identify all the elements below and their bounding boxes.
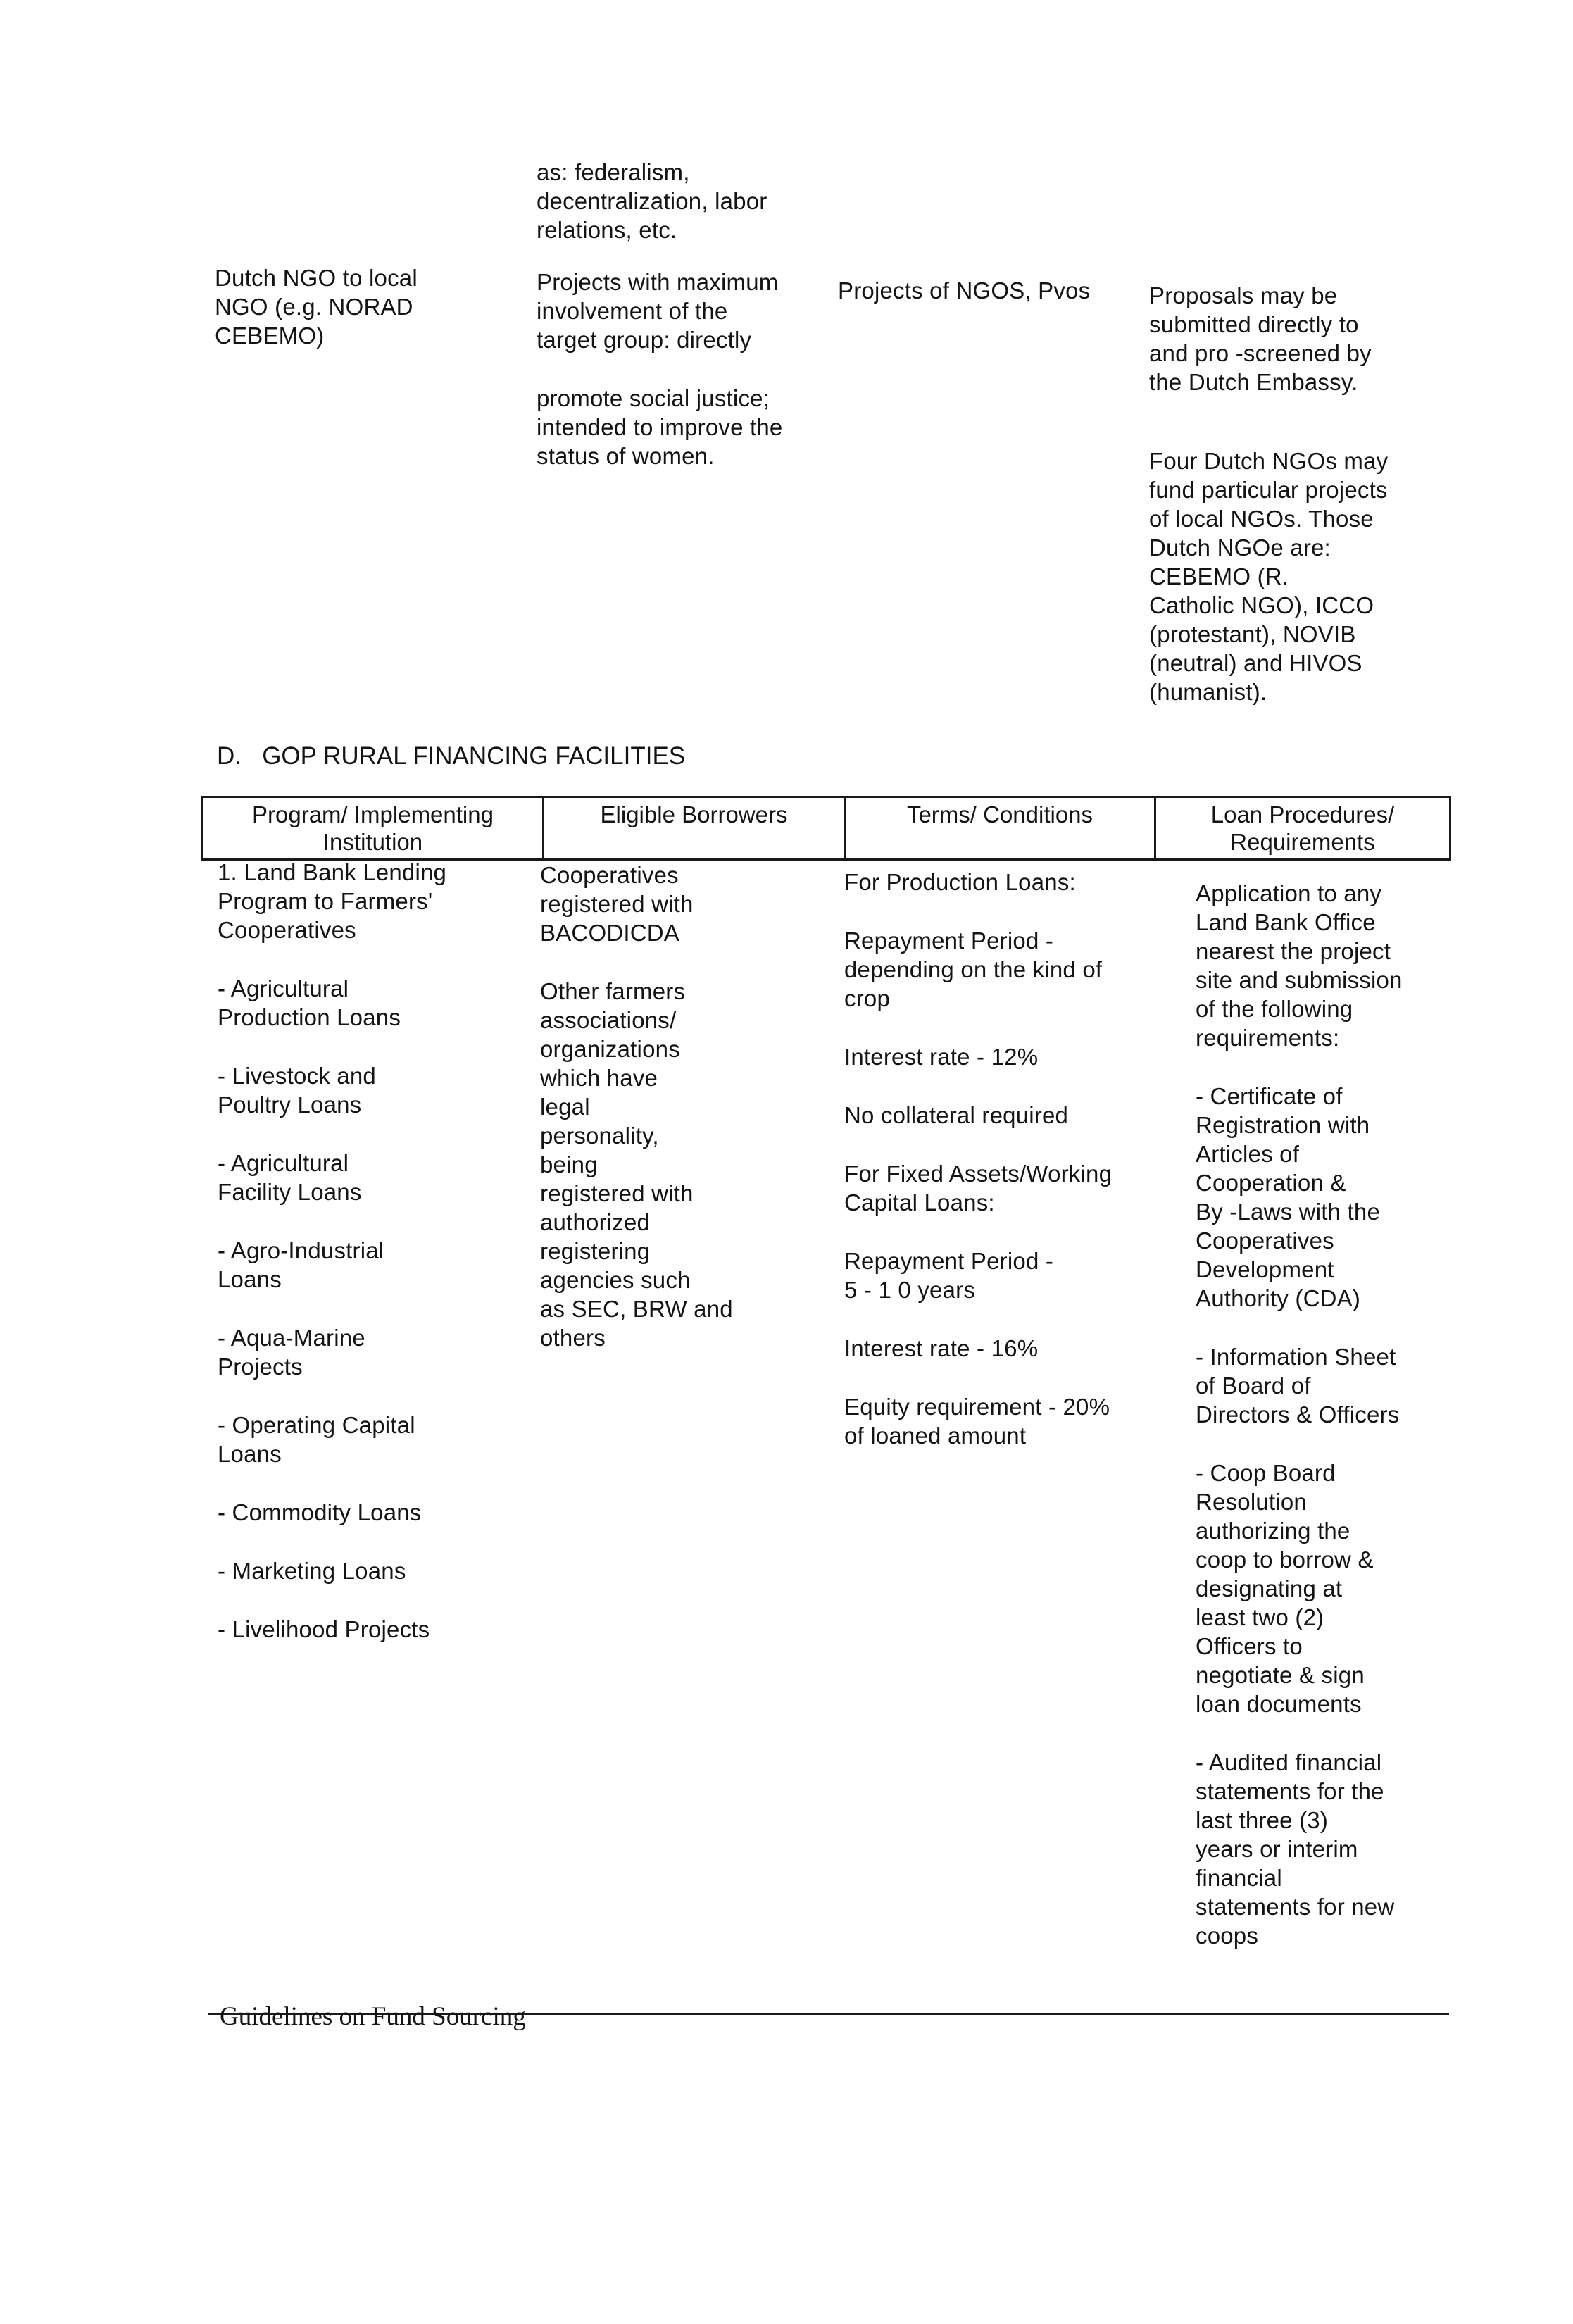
text-line: - Marketing Loans (218, 1558, 406, 1584)
facilities-table (201, 796, 1451, 861)
header-terms-conditions: Terms/ Conditions (845, 797, 1155, 860)
text-line: least two (2) (1196, 1604, 1324, 1630)
text-line: Dutch NGO to local (215, 265, 418, 291)
text-line: of loaned amount (844, 1423, 1027, 1449)
text-line: - Information Sheet (1196, 1344, 1396, 1370)
text-line: relations, etc. (537, 217, 677, 243)
text-line: Loans (218, 1266, 282, 1292)
header-loan-procedures: Loan Procedures/ Requirements (1155, 797, 1450, 860)
text-line: Equity requirement - 20% (844, 1394, 1110, 1420)
text-line: organizations (540, 1036, 680, 1062)
procedure-block (1196, 1082, 1403, 1313)
table-header-row (203, 797, 1450, 860)
text-line: decentralization, labor (537, 188, 767, 214)
procedure-block (1196, 879, 1403, 1052)
text-line: Cooperatives (218, 917, 356, 943)
borrower-block (540, 977, 733, 1352)
text-line: personality, (540, 1123, 659, 1149)
ngo-projects-cell (537, 268, 778, 354)
text-line: and pro -screened by (1149, 340, 1372, 366)
text-line: Projects with maximum (537, 269, 779, 295)
text-line: nearest the project (1196, 938, 1391, 964)
procedure-block (1196, 1342, 1403, 1429)
text-line: (neutral) and HIVOS (1149, 650, 1362, 676)
list-item (218, 1236, 446, 1294)
prev-col2-continuation (537, 158, 767, 244)
section-letter: D. (217, 742, 242, 770)
text-line: intended to improve the (537, 414, 783, 440)
procedure-block (1196, 1458, 1403, 1718)
text-line: - Audited financial (1196, 1749, 1382, 1775)
text-line: the Dutch Embassy. (1149, 369, 1358, 395)
text-line: No collateral required (844, 1102, 1069, 1128)
text-line: - Livelihood Projects (218, 1616, 430, 1642)
text-line: Catholic NGO), ICCO (1149, 592, 1374, 618)
terms-block (844, 1042, 1112, 1071)
text-line: Facility Loans (218, 1179, 362, 1205)
ngo-source-cell (215, 263, 418, 350)
terms-block (844, 1392, 1112, 1450)
text-line: of the following (1196, 996, 1353, 1022)
text-line: - Agricultural (218, 975, 349, 1001)
text-line: - Livestock and (218, 1063, 376, 1089)
text-line: registered with (540, 891, 694, 917)
text-line: registered with (540, 1180, 694, 1206)
col-eligible-borrowers (540, 861, 733, 1352)
borrower-block (540, 861, 733, 947)
col-loan-procedures (1196, 879, 1403, 1950)
text-line: submitted directly to (1149, 311, 1359, 337)
footer-text: Guidelines on Fund Sourcing (220, 2002, 526, 2031)
terms-block (844, 1247, 1112, 1304)
text-line: BACODICDA (540, 920, 679, 946)
text-line: - Aqua-Marine (218, 1325, 365, 1351)
header-program: Program/ Implementing Institution (203, 797, 544, 860)
text-line: of Board of (1196, 1373, 1311, 1399)
col-terms-conditions (844, 868, 1112, 1450)
text-line: negotiate & sign (1196, 1662, 1365, 1688)
text-line: Authority (CDA) (1196, 1285, 1361, 1311)
list-item (218, 1061, 446, 1119)
text-line: Repayment Period - (844, 1248, 1054, 1274)
text-line: agencies such (540, 1267, 691, 1293)
ngo-procedure-cell-cont (1149, 446, 1388, 706)
text-line: Cooperation & (1196, 1170, 1346, 1196)
text-line: For Production Loans: (844, 869, 1076, 895)
text-line: - Agricultural (218, 1150, 349, 1176)
text-line: (humanist). (1149, 679, 1267, 705)
text-line: authorizing the (1196, 1518, 1350, 1544)
text-line: Land Bank Office (1196, 909, 1376, 935)
list-item (218, 1149, 446, 1206)
terms-block (844, 1334, 1112, 1363)
text-line: status of women. (537, 443, 715, 469)
terms-block (844, 1101, 1112, 1130)
text-line: site and submission (1196, 967, 1403, 993)
text-line: designating at (1196, 1575, 1343, 1601)
text-line: Other farmers (540, 978, 686, 1004)
text-line: promote social justice; (537, 385, 770, 411)
text-line: Proposals may be (1149, 282, 1338, 308)
text-line: Interest rate - 12% (844, 1044, 1039, 1070)
list-item (218, 1323, 446, 1381)
text-line: Repayment Period - (844, 927, 1054, 954)
text-line: Registration with (1196, 1112, 1370, 1138)
text-line: as SEC, BRW and (540, 1296, 733, 1322)
text-line: as: federalism, (537, 159, 690, 185)
text-line: involvement of the (537, 298, 728, 324)
text-line: associations/ (540, 1007, 677, 1033)
text-line: Articles of (1196, 1141, 1300, 1167)
text-line: authorized (540, 1209, 651, 1235)
text-line: NGO (e.g. NORAD (215, 294, 413, 320)
text-line: registering (540, 1238, 651, 1264)
text-line: Cooperatives (1196, 1227, 1334, 1254)
text-line: years or interim (1196, 1836, 1358, 1862)
terms-block (844, 926, 1112, 1013)
text-line: 1. Land Bank Lending (218, 859, 447, 885)
text-line: coops (1196, 1923, 1259, 1949)
list-item (218, 974, 446, 1032)
text-line: financial (1196, 1865, 1282, 1891)
text-line: CEBEMO (R. (1149, 563, 1289, 589)
text-line: By -Laws with the (1196, 1199, 1381, 1225)
header-eligible-borrowers: Eligible Borrowers (544, 797, 845, 860)
text-line: loan documents (1196, 1691, 1362, 1717)
text-line: coop to borrow & (1196, 1547, 1374, 1573)
text-line: - Agro-Industrial (218, 1237, 384, 1263)
text-line: Program to Farmers' (218, 888, 433, 914)
text-line: others (540, 1325, 606, 1351)
text-line: statements for new (1196, 1894, 1395, 1920)
text-line: Directors & Officers (1196, 1401, 1400, 1427)
program-title (218, 858, 446, 944)
text-line: being (540, 1151, 598, 1177)
text-line: For Fixed Assets/Working (844, 1161, 1113, 1187)
text-line: Production Loans (218, 1004, 401, 1030)
list-item (218, 1556, 446, 1585)
text-line: last three (3) (1196, 1807, 1329, 1833)
text-line: depending on the kind of (844, 956, 1103, 982)
text-line: (protestant), NOVIB (1149, 621, 1356, 647)
text-line: Four Dutch NGOs may (1149, 448, 1389, 474)
terms-block (844, 1159, 1112, 1217)
text-line: Projects of NGOS, Pvos (838, 277, 1091, 304)
text-line: 5 - 1 0 years (844, 1277, 976, 1303)
text-line: Loans (218, 1441, 282, 1467)
section-heading (217, 742, 685, 770)
text-line: statements for the (1196, 1778, 1384, 1804)
ngo-procedure-cell (1149, 281, 1372, 396)
text-line: Poultry Loans (218, 1092, 362, 1118)
text-line: - Commodity Loans (218, 1499, 422, 1525)
text-line: Capital Loans: (844, 1189, 995, 1216)
ngo-projects-cell-cont (537, 384, 783, 470)
text-line: legal (540, 1094, 590, 1120)
text-line: of local NGOs. Those (1149, 506, 1374, 532)
text-line: Resolution (1196, 1489, 1307, 1515)
text-line: - Certificate of (1196, 1083, 1343, 1109)
procedure-block (1196, 1748, 1403, 1950)
list-item (218, 1498, 446, 1527)
text-line: Development (1196, 1256, 1334, 1282)
col-program (218, 858, 446, 1644)
text-line: Application to any (1196, 880, 1382, 906)
text-line: Officers to (1196, 1633, 1303, 1659)
text-line: which have (540, 1065, 658, 1091)
text-line: Projects (218, 1354, 303, 1380)
text-line: fund particular projects (1149, 477, 1388, 503)
terms-block (844, 868, 1112, 897)
text-line: requirements: (1196, 1025, 1340, 1051)
text-line: Dutch NGOe are: (1149, 535, 1331, 561)
text-line: Cooperatives (540, 862, 679, 888)
list-item (218, 1411, 446, 1468)
text-line: - Coop Board (1196, 1460, 1336, 1486)
section-title: GOP RURAL FINANCING FACILITIES (262, 742, 686, 770)
text-line: target group: directly (537, 327, 752, 353)
ngo-eligible-cell (838, 276, 1090, 305)
list-item (218, 1615, 446, 1644)
text-line: CEBEMO) (215, 323, 325, 349)
text-line: - Operating Capital (218, 1412, 415, 1438)
text-line: Interest rate - 16% (844, 1335, 1039, 1361)
text-line: crop (844, 985, 890, 1011)
